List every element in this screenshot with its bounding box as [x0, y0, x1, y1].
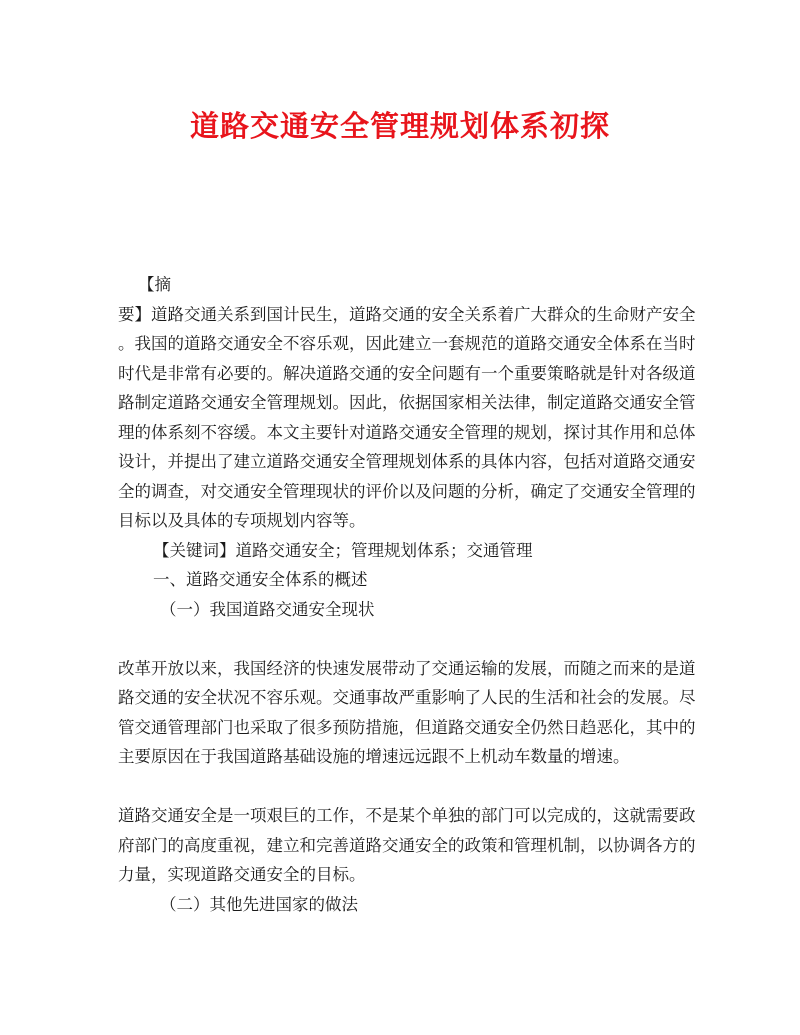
abstract-line: 目标以及具体的专项规划内容等。 [118, 511, 366, 530]
section-heading: 一、道路交通安全体系的概述 [153, 570, 368, 589]
abstract-line: 。我国的道路交通安全不容乐观，因此建立一套规范的道路交通安全体系在当时 [118, 334, 696, 353]
paragraph-line: 力量，实现道路交通安全的目标。 [118, 865, 366, 884]
paragraph-line: 主要原因在于我国道路基础设施的增速远远跟不上机动车数量的增速。 [118, 747, 630, 766]
subsection-heading: （一）我国道路交通安全现状 [160, 599, 375, 619]
abstract-label: 【摘 [138, 275, 171, 294]
paragraph-line: 管交通管理部门也采取了很多预防措施，但道路交通安全仍然日趋恶化，其中的 [118, 717, 696, 737]
abstract-line: 理的体系刻不容缓。本文主要针对道路交通安全管理的规划，探讨其作用和总体 [118, 422, 696, 442]
paragraph-line: 路交通的安全状况不容乐观。交通事故严重影响了人民的生活和社会的发展。尽 [118, 688, 696, 707]
abstract-line: 设计，并提出了建立道路交通安全管理规划体系的具体内容，包括对道路交通安 [118, 452, 696, 471]
keywords: 【关键词】道路交通安全；管理规划体系；交通管理 [153, 540, 533, 560]
paragraph-line: 改革开放以来，我国经济的快速发展带动了交通运输的发展，而随之而来的是道 [118, 658, 696, 678]
document-title: 道路交通安全管理规划体系初探 [189, 109, 610, 143]
paragraph-line: 府部门的高度重视，建立和完善道路交通安全的政策和管理机制，以协调各方的 [118, 835, 696, 855]
abstract-line: 路制定道路交通安全管理规划。因此，依据国家相关法律，制定道路交通安全管 [118, 393, 696, 412]
document-body [118, 270, 696, 919]
abstract-line: 时代是非常有必要的。解决道路交通的安全问题有一个重要策略就是针对各级道 [118, 363, 696, 383]
abstract-line: 全的调查，对交通安全管理现状的评价以及问题的分析，确定了交通安全管理的 [118, 481, 696, 501]
abstract-line: 要】道路交通关系到国计民生，道路交通的安全关系着广大群众的生命财产安全 [118, 304, 696, 324]
paragraph-line: 道路交通安全是一项艰巨的工作，不是某个单独的部门可以完成的，这就需要政 [118, 806, 696, 825]
subsection-heading: （二）其他先进国家的做法 [160, 894, 358, 914]
